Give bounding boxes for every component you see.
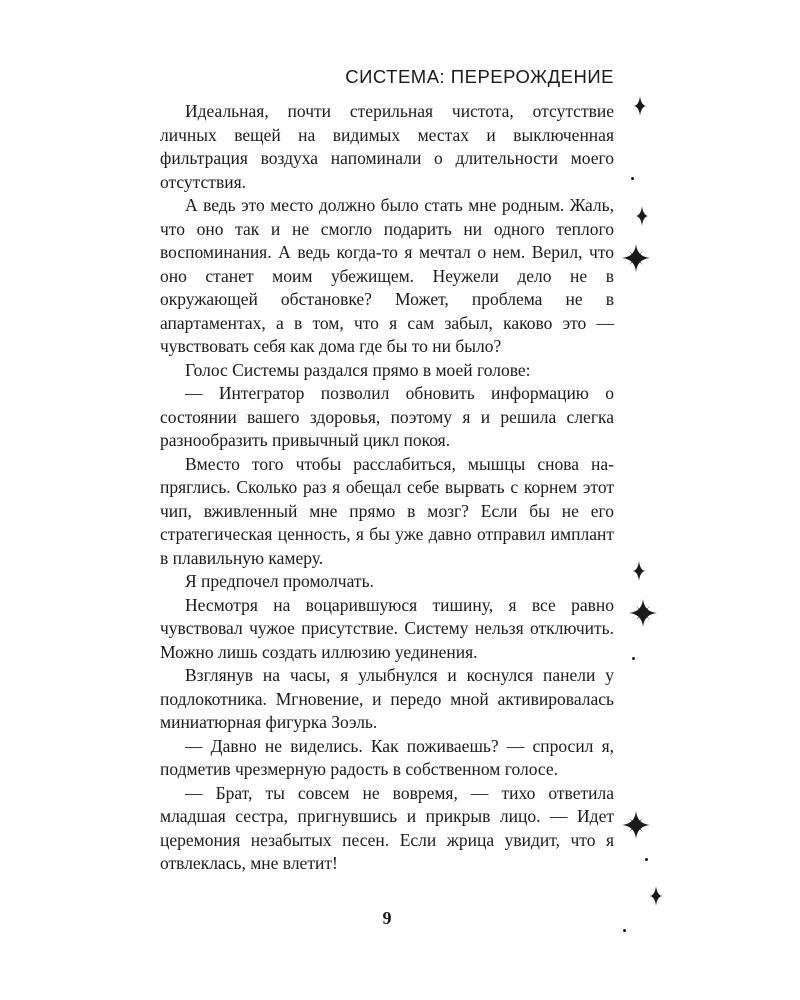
sparkle-icon bbox=[650, 886, 662, 906]
paragraph-7: Несмотря на воцарившуюся тишину, я все равно чувствовал чужое присутствие. Систему нельзя отключить. Можно лишь создать иллюзию уединения. bbox=[160, 594, 614, 662]
paragraph-2: А ведь это место должно было стать мне родным. Жаль, что оно так и не смогло подарить ни одного теплого воспоминания. А ведь когда-то я мечтал о нем. Верил, что оно станет моим убежищем. Неужели дело не в окружающей обстановке? Может, проблема не в апартаментах, а в том, что я сам забыл, каково это — чувствовать себя как дома где бы то ни было? bbox=[160, 195, 614, 356]
paragraph-4: — Интегратор позволил обновить информацию о состоянии вашего здоровья, поэтому я и решила слегка разнообразить привычный цикл покоя. bbox=[160, 383, 614, 450]
body-text bbox=[160, 100, 614, 876]
paragraph-10: — Брат, ты совсем не вовремя, — тихо ответила младшая сестра, пригнувшись и прикрыв лицо. — Идет церемония незабытых песен. Если жрица увидит, что я отвлеклась, мне влетит! bbox=[160, 782, 614, 873]
dot-icon bbox=[623, 929, 626, 932]
paragraph-5: Вместо того чтобы расслабиться, мышцы снова напряглись. Сколько раз я обещал себе вырвать с корнем этот чип, вживленный мне прямо в мозг? Если бы не его стратегическая ценность, я бы уже давно отправил имплант в плавильную камеру. bbox=[160, 453, 614, 568]
sparkle-icon bbox=[622, 244, 650, 272]
sparkle-icon bbox=[629, 599, 657, 627]
sparkle-icon bbox=[634, 96, 646, 116]
sparkle-icon bbox=[636, 206, 648, 226]
paragraph-3: Голос Системы раздался прямо в моей голове: bbox=[185, 359, 531, 380]
paragraph-6: Я предпочел промолчать. bbox=[185, 571, 374, 591]
running-head-title: СИСТЕМА: ПЕРЕРОЖДЕНИЕ bbox=[345, 66, 614, 87]
dot-icon bbox=[631, 177, 634, 180]
paragraph-9: — Давно не виделись. Как поживаешь? — спросил я, подметив чрезмерную радость в собственном голосе. bbox=[160, 735, 614, 779]
sparkle-icon bbox=[633, 561, 645, 581]
page-number: 9 bbox=[382, 908, 392, 928]
paragraph-1: Идеальная, почти стерильная чистота, отсутствие личных вещей на видимых местах и выключенная фильтрация воздуха напоминали о длительности моего отсутствия. bbox=[160, 101, 614, 192]
dot-icon bbox=[645, 858, 648, 861]
dot-icon bbox=[632, 657, 635, 660]
sparkle-icon bbox=[622, 811, 650, 839]
paragraph-8: Взглянув на часы, я улыбнулся и коснулся панели у подлокотника. Мгновение, и передо мной активировалась миниатюрная фигурка Зоэль. bbox=[160, 665, 614, 732]
